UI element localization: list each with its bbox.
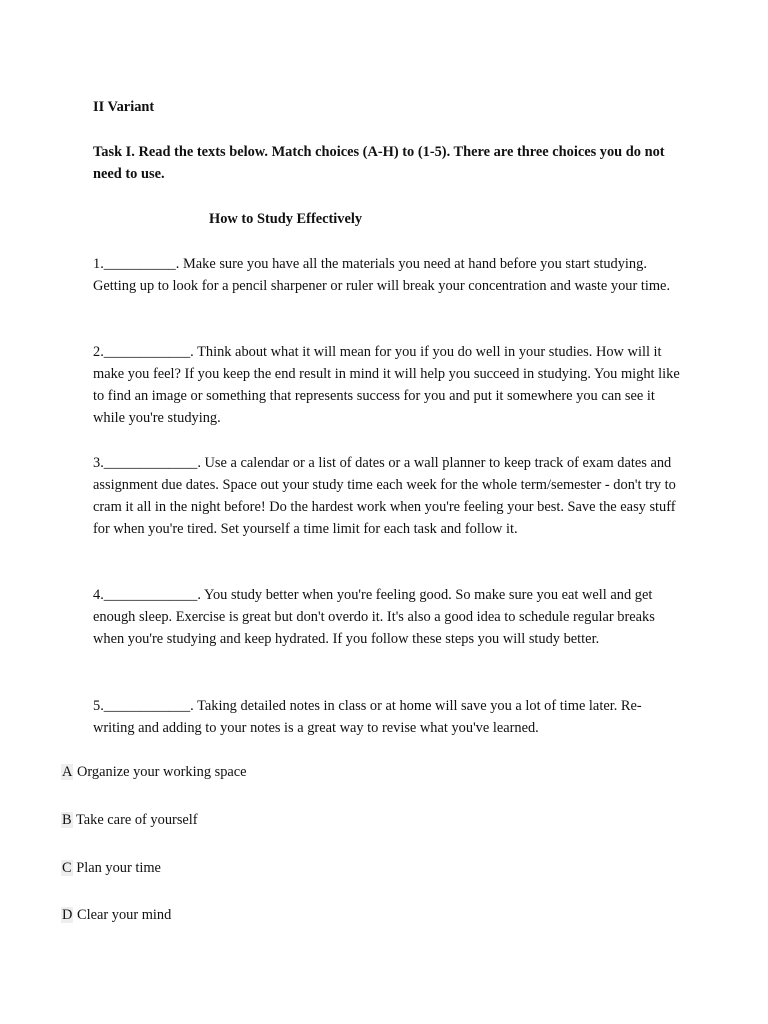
answer-blank: _____________. [103,455,201,471]
paragraph-5 [93,695,683,739]
choice-d [61,905,171,925]
choice-letter: C [62,860,72,876]
text-title: How to Study Effectively [209,211,363,227]
task-instructions: Task I. Read the texts below. Match choices (A-H) to (1-5). There are three choices you do not need to use. [93,144,665,182]
choice-text: Organize your working space [73,764,247,780]
paragraph-text: You study better when you're feeling good. So make sure you eat well and get enough sleep. Exercise is great but don't overdo it. It's also a good idea to schedule regular breaks when you're studying and keep hydrated. If you follow these steps you will study better. [93,587,655,647]
choice-letter: D [62,907,73,923]
paragraph-1 [93,253,683,297]
paragraph-text: Use a calendar or a list of dates or a wall planner to keep track of exam dates and assignment due dates. Space out your study time each week for the whole term/semester - don't try to cram it all in the night before! Do the hardest work when you're feeling your best. Save the easy stuff for when you're tired. Set yourself a time limit for each task and follow it. [93,455,676,537]
choice-b [61,810,198,830]
choice-a [61,762,247,782]
paragraph-number: 2. [93,344,104,360]
answer-blank: _____________. [103,587,201,603]
choice-text: Plan your time [72,860,161,876]
choice-text: Clear your mind [73,907,172,923]
paragraph-number: 4. [93,587,104,603]
paragraph-number: 3. [93,455,104,471]
choice-c [61,858,161,878]
variant-heading: II Variant [93,99,155,115]
paragraph-4 [93,584,683,650]
paragraph-text: Taking detailed notes in class or at home will save you a lot of time later. Re-writing and adding to your notes is a great way to revise what you've learned. [93,698,642,736]
answer-blank: ____________. [103,698,194,714]
answer-blank: ____________. [103,344,194,360]
answer-blank: __________. [103,256,180,272]
choice-text: Take care of yourself [72,812,198,828]
choice-letter: B [62,812,72,828]
paragraph-2 [93,341,683,429]
choice-letter: A [62,764,73,780]
paragraph-number: 1. [93,256,104,272]
paragraph-3 [93,452,683,540]
paragraph-text: Make sure you have all the materials you need at hand before you start studying. Getting up to look for a pencil sharpener or ruler will break your concentration and waste your time. [93,256,671,294]
paragraph-number: 5. [93,698,104,714]
paragraph-text: Think about what it will mean for you if you do well in your studies. How will it make you feel? If you keep the end result in mind it will help you succeed in studying. You might like to find an image or something that represents success for you and put it somewhere you can see it while you're studying. [93,344,680,426]
